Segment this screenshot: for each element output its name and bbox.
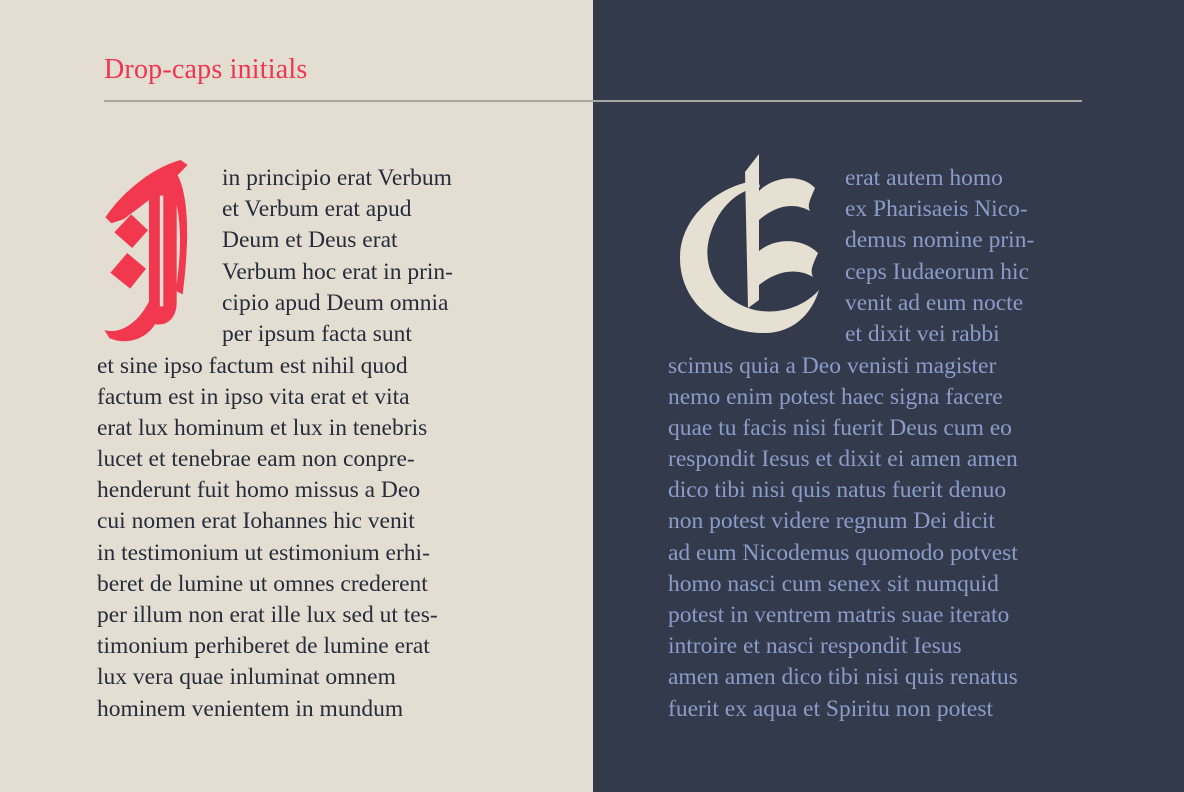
title-underline-rule xyxy=(104,100,1082,102)
blackletter-dropcap-e xyxy=(661,150,823,350)
text-line: lux vera quae inluminat omnem xyxy=(97,664,396,691)
page-title: Drop-caps initials xyxy=(104,54,308,85)
text-line: per ipsum facta sunt xyxy=(222,320,412,347)
text-line: timonium perhiberet de lumine erat xyxy=(97,633,430,660)
text-line: homo nasci cum senex sit numquid xyxy=(668,570,999,597)
text-line: lucet et tenebrae eam non conpre- xyxy=(97,446,415,473)
text-line: per illum non erat ille lux sed ut tes- xyxy=(97,602,438,628)
text-line: Verbum hoc erat in prin- xyxy=(222,258,454,285)
text-line: cui nomen erat Iohannes hic venit xyxy=(97,508,415,535)
text-line: erat autem homo xyxy=(845,165,1003,191)
text-line: henderunt fuit homo missus a Deo xyxy=(97,477,421,504)
text-line: in principio erat Verbum xyxy=(222,165,452,191)
text-line: Deum et Deus erat xyxy=(222,227,398,254)
text-line: potest in ventrem matris suae iterato xyxy=(668,602,1010,628)
text-line: et Verbum erat apud xyxy=(222,196,412,223)
text-line: erat lux hominum et lux in tenebris xyxy=(97,414,428,441)
text-line: demus nomine prin- xyxy=(845,227,1035,254)
text-line: cipio apud Deum omnia xyxy=(222,289,449,316)
text-line: nemo enim potest haec signa facere xyxy=(668,383,1003,410)
text-line: introire et nasci respondit Iesus xyxy=(668,633,962,660)
text-line: venit ad eum nocte xyxy=(845,289,1024,316)
text-line: fuerit ex aqua et Spiritu non potest xyxy=(668,695,994,722)
right-paragraph-full-lines xyxy=(668,351,1018,725)
text-line: scimus quia a Deo venisti magister xyxy=(668,352,997,379)
text-line: in testimonium ut estimonium erhi- xyxy=(97,539,430,566)
left-paragraph-indented-lines xyxy=(222,163,453,350)
text-line: amen amen dico tibi nisi quis renatus xyxy=(668,664,1018,691)
text-line: et sine ipso factum est nihil quod xyxy=(97,352,408,379)
text-line: factum est in ipso vita erat et vita xyxy=(97,383,410,410)
text-line: non potest videre regnum Dei dicit xyxy=(668,508,995,535)
text-line: dico tibi nisi quis natus fuerit denuo xyxy=(668,477,1007,504)
text-line: ceps Iudaeorum hic xyxy=(845,258,1030,285)
text-line: et dixit vei rabbi xyxy=(845,320,1000,347)
left-paragraph-full-lines xyxy=(97,351,438,725)
text-line: beret de lumine ut omnes crederent xyxy=(97,570,428,597)
text-line: respondit Iesus et dixit ei amen amen xyxy=(668,446,1018,473)
blackletter-dropcap-i xyxy=(101,156,191,344)
text-line: quae tu facis nisi fuerit Deus cum eo xyxy=(668,414,1012,441)
text-line: ex Pharisaeis Nico- xyxy=(845,196,1028,223)
text-line: ad eum Nicodemus quomodo potvest xyxy=(668,539,1018,566)
right-paragraph-indented-lines xyxy=(845,163,1034,350)
text-line: hominem venientem in mundum xyxy=(97,695,404,722)
